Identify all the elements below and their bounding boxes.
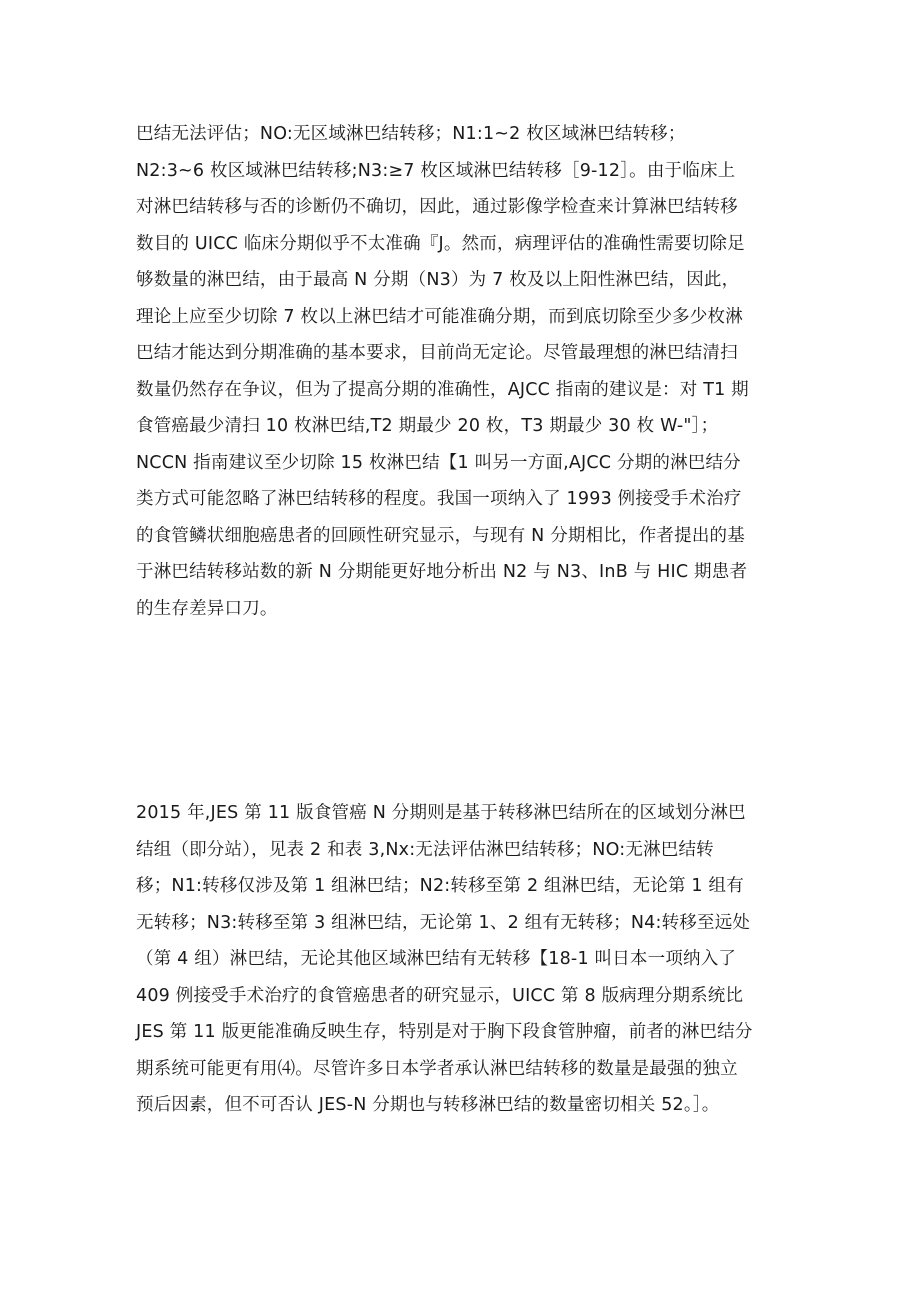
text-line: 409 例接受手术治疗的食管癌患者的研究显示，UICC 第 8 版病理分期系统比 — [136, 985, 744, 1006]
text-line: 预后因素，但不可否认 JES-N 分期也与转移淋巴结的数量密切相关 52。］。 — [136, 1095, 720, 1115]
text-line: 类方式可能忽略了淋巴结转移的程度。我国一项纳入了 1993 例接受手术治疗 — [136, 489, 742, 509]
text-line: 巴结才能达到分期准确的基本要求，目前尚无定论。尽管最理想的淋巴结清扫 — [136, 343, 738, 363]
text-line: 的生存差异口刀。 — [136, 598, 278, 619]
paragraph-n-staging-uicc — [136, 116, 796, 627]
text-line: 2015 年,JES 第 11 版食管癌 N 分期则是基于转移淋巴结所在的区域划分淋巴 — [136, 803, 746, 823]
text-line: （第 4 组）淋巴结，无论其他区域淋巴结有无转移【18-1 叫日本一项纳入了 — [136, 949, 737, 969]
paragraph-jes-n-staging — [136, 795, 796, 1124]
text-line: 数量仍然存在争议，但为了提高分期的准确性，AJCC 指南的建议是：对 T1 期 — [136, 379, 749, 400]
text-line: N2:3~6 枚区域淋巴结转移;N3:≥7 枚区域淋巴结转移［9-12］。由于临床上 — [136, 160, 736, 181]
text-line: 无转移；N3:转移至第 3 组淋巴结，无论第 1、2 组有无转移；N4:转移至远处 — [136, 912, 751, 933]
text-line: 移；N1:转移仅涉及第 1 组淋巴结；N2:转移至第 2 组淋巴结，无论第 1 组有 — [136, 876, 744, 896]
text-line: 巴结无法评估；NO:无区域淋巴结转移；N1:1~2 枚区域淋巴结转移； — [136, 124, 686, 144]
text-line: 数目的 UICC 临床分期似乎不太准确『J。然而，病理评估的准确性需要切除足 — [136, 233, 745, 254]
text-line: 食管癌最少清扫 10 枚淋巴结,T2 期最少 20 枚，T3 期最少 30 枚 W-"］； — [136, 416, 719, 436]
text-line: 对淋巴结转移与否的诊断仍不确切，因此，通过影像学检查来计算淋巴结转移 — [136, 197, 738, 217]
text-line: 的食管鳞状细胞癌患者的回顾性研究显示，与现有 N 分期相比，作者提出的基 — [136, 525, 745, 546]
text-line: 结组（即分站），见表 2 和表 3,Nx:无法评估淋巴结转移；NO:无淋巴结转 — [136, 839, 714, 860]
text-line: 于淋巴结转移站数的新 N 分期能更好地分析出 N2 与 N3、InB 与 HIC 期患者 — [136, 562, 748, 582]
text-line: 理论上应至少切除 7 枚以上淋巴结才可能准确分期，而到底切除至少多少枚淋 — [136, 306, 743, 327]
text-line: NCCN 指南建议至少切除 15 枚淋巴结【1 叫另一方面,AJCC 分期的淋巴结分 — [136, 452, 741, 473]
text-line: 期系统可能更有用⑷。尽管许多日本学者承认淋巴结转移的数量是最强的独立 — [136, 1058, 738, 1079]
text-line: 够数量的淋巴结，由于最高 N 分期（N3）为 7 枚及以上阳性淋巴结，因此， — [136, 270, 740, 290]
text-line: JES 第 11 版更能准确反映生存，特别是对于胸下段食管肿瘤，前者的淋巴结分 — [136, 1022, 753, 1042]
